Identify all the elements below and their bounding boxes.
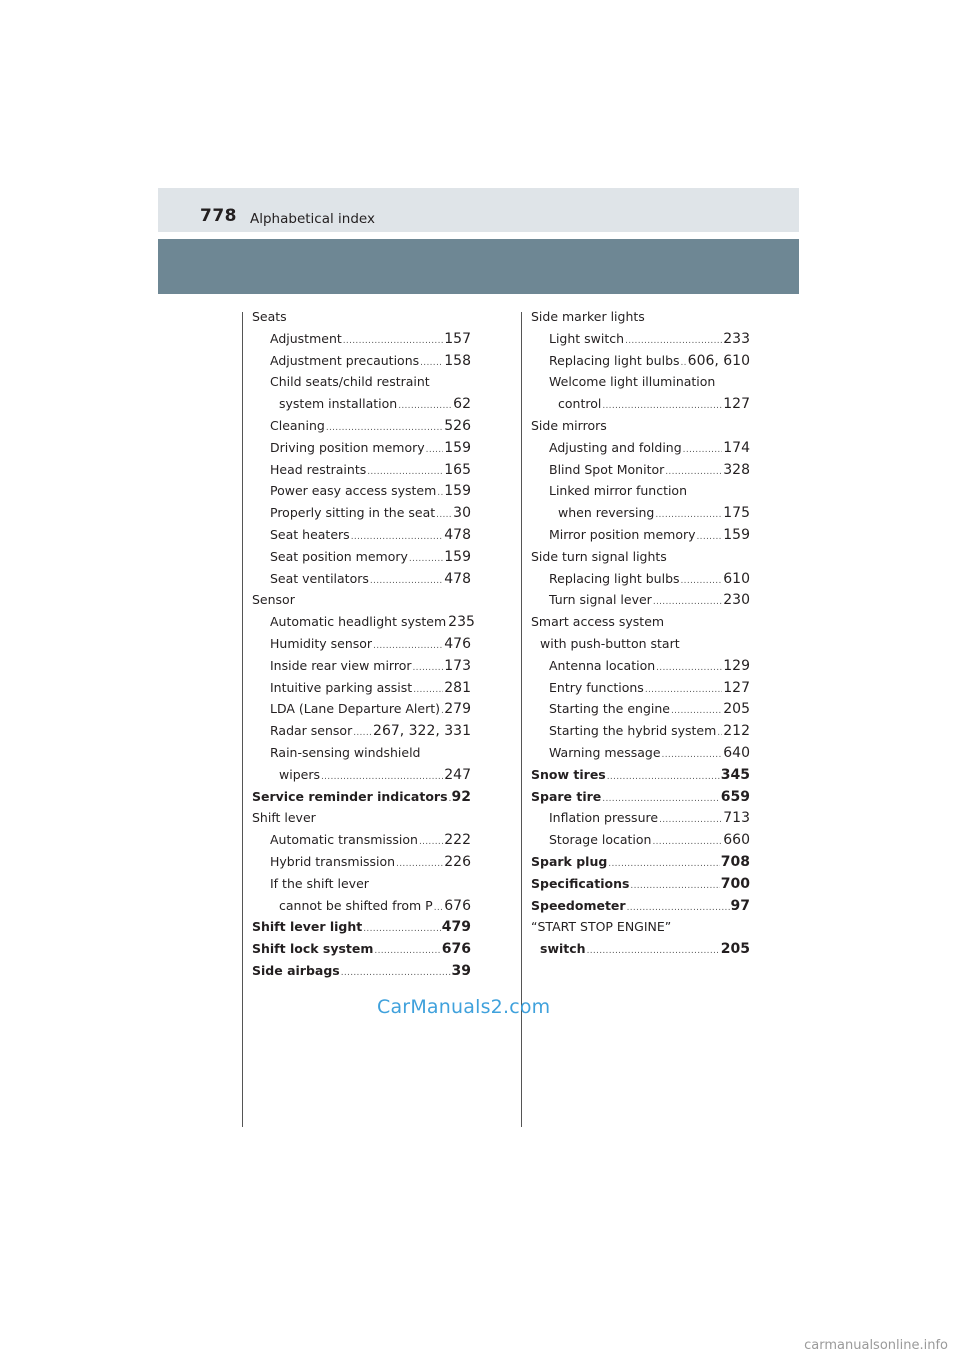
index-entry xyxy=(252,480,471,502)
index-entry-label: Snow tires xyxy=(531,766,606,782)
dot-leader xyxy=(363,919,441,941)
index-entry-page: 267, 322, 331 xyxy=(373,723,471,740)
index-entry xyxy=(531,589,750,611)
index-entry xyxy=(252,306,471,328)
index-entry-label: cannot be shifted from P xyxy=(279,897,433,913)
index-entry-label: Side marker lights xyxy=(531,309,645,324)
index-entry-page: 235 xyxy=(448,614,475,631)
index-entry-label: control xyxy=(558,396,602,412)
index-entry xyxy=(531,568,750,590)
index-entry-label: If the shift lever xyxy=(270,875,369,891)
index-entry-page: 700 xyxy=(720,875,750,892)
dot-leader xyxy=(370,571,443,593)
index-entry-label: Sensor xyxy=(252,592,295,608)
index-entry-page: 127 xyxy=(723,679,750,696)
index-entry-label: Antenna location xyxy=(549,657,656,673)
dot-leader xyxy=(630,876,719,898)
index-entry-page: 230 xyxy=(723,592,750,609)
index-entry-page: 479 xyxy=(441,919,471,936)
index-entry-label: Seat position memory xyxy=(270,548,408,564)
index-entry-label: Mirror position memory xyxy=(549,526,696,542)
index-entry xyxy=(531,524,750,546)
index-column-left xyxy=(252,306,475,982)
dot-leader xyxy=(413,658,444,680)
index-entry-label: Smart access system xyxy=(531,614,665,630)
index-entry-label: Adjusting and folding xyxy=(549,439,682,455)
index-entry xyxy=(531,720,750,742)
index-entry xyxy=(531,851,750,873)
index-entry-page: 158 xyxy=(444,352,471,369)
index-entry xyxy=(531,873,750,895)
index-entry xyxy=(531,677,750,699)
index-entry xyxy=(252,524,471,546)
index-entry xyxy=(252,546,471,568)
index-entry-page: 526 xyxy=(444,417,471,434)
index-entry-label: Side turn signal lights xyxy=(531,548,667,564)
index-entry-label: Speedometer xyxy=(531,897,626,913)
index-entry-page: 129 xyxy=(723,657,750,674)
index-entry-label: Welcome light illumination xyxy=(549,374,716,390)
dot-leader xyxy=(652,832,722,854)
index-entry-label: Turn signal lever xyxy=(549,592,652,608)
dot-leader xyxy=(683,440,723,462)
index-entry xyxy=(531,764,750,786)
header-bar xyxy=(158,239,799,294)
index-entry-page: 659 xyxy=(720,788,750,805)
dot-leader xyxy=(697,527,723,549)
index-entry-page: 606, 610 xyxy=(687,352,750,369)
dot-leader xyxy=(587,941,720,963)
dot-leader xyxy=(341,963,451,985)
index-entry-label: with push-button start xyxy=(540,635,680,651)
index-entry-label: Starting the hybrid system xyxy=(549,723,717,739)
index-entry-label: Seat ventilators xyxy=(270,570,369,586)
dot-leader xyxy=(396,854,443,876)
index-entry-page: 159 xyxy=(444,439,471,456)
index-entry xyxy=(252,677,471,699)
dot-leader xyxy=(398,396,452,418)
index-entry-page: 281 xyxy=(444,679,471,696)
index-entry-page: 205 xyxy=(723,701,750,718)
dot-leader xyxy=(409,549,443,571)
index-entry xyxy=(252,698,471,720)
index-entry-page: 174 xyxy=(723,439,750,456)
index-entry-label: Adjustment precautions xyxy=(270,352,420,368)
dot-leader xyxy=(717,723,722,745)
section-title: Alphabetical index xyxy=(250,211,375,227)
index-entry xyxy=(252,851,471,873)
index-entry-page: 205 xyxy=(720,941,750,958)
dot-leader xyxy=(659,810,722,832)
index-entry xyxy=(252,764,471,786)
index-entry-label: Linked mirror function xyxy=(549,483,688,499)
index-entry xyxy=(252,742,471,764)
dot-leader xyxy=(607,767,720,789)
index-entry-page: 159 xyxy=(444,548,471,565)
index-entry xyxy=(252,633,471,655)
index-entry xyxy=(531,698,750,720)
dot-leader xyxy=(656,658,722,680)
index-entry-label: Spark plug xyxy=(531,853,608,869)
index-entry-page: 127 xyxy=(723,396,750,413)
index-entry xyxy=(531,895,750,917)
index-entry-label: Intuitive parking assist xyxy=(270,679,413,695)
index-entry-label: Blind Spot Monitor xyxy=(549,461,665,477)
index-entry xyxy=(531,415,750,437)
index-entry-label: Storage location xyxy=(549,832,652,848)
index-entry-label: Automatic headlight system xyxy=(270,614,447,630)
index-entry-page: 212 xyxy=(723,723,750,740)
index-entry xyxy=(252,393,471,415)
index-entry xyxy=(531,611,750,633)
index-entry-label: Shift lock system xyxy=(252,941,374,957)
dot-leader xyxy=(434,898,444,920)
index-entry-page: 233 xyxy=(723,330,750,347)
dot-leader xyxy=(436,505,452,527)
index-entry xyxy=(252,459,471,481)
index-entry xyxy=(252,786,471,808)
index-entry xyxy=(252,960,471,982)
index-entry xyxy=(531,459,750,481)
index-entry xyxy=(252,328,471,350)
index-entry-label: Properly sitting in the seat xyxy=(270,505,436,521)
dot-leader xyxy=(681,571,723,593)
index-entry-label: system installation xyxy=(279,396,398,412)
page-number: 778 xyxy=(200,206,237,226)
index-entry xyxy=(252,829,471,851)
index-entry-label: Child seats/child restraint xyxy=(270,374,430,390)
index-entry-page: 159 xyxy=(444,483,471,500)
footer-watermark[interactable]: carmanualsonline.info xyxy=(804,1338,948,1353)
left-column-rule xyxy=(242,312,243,1127)
index-entry-page: 39 xyxy=(451,962,471,979)
index-entry xyxy=(531,546,750,568)
index-entry-label: Cleaning xyxy=(270,417,325,433)
dot-leader xyxy=(419,832,443,854)
index-entry xyxy=(252,589,471,611)
index-entry-page: 708 xyxy=(720,853,750,870)
index-entry-page: 226 xyxy=(444,853,471,870)
index-entry-label: switch xyxy=(540,941,586,957)
index-entry xyxy=(531,306,750,328)
index-entry-page: 640 xyxy=(723,744,750,761)
index-column-right xyxy=(531,306,750,960)
index-entry-page: 159 xyxy=(723,526,750,543)
index-entry xyxy=(252,502,471,524)
index-entry xyxy=(252,611,475,633)
dot-leader xyxy=(602,396,722,418)
index-entry xyxy=(252,371,471,393)
index-entry-page: 30 xyxy=(453,505,471,522)
index-entry xyxy=(252,938,471,960)
index-entry-page: 157 xyxy=(444,330,471,347)
index-entry xyxy=(531,829,750,851)
index-entry xyxy=(531,916,750,938)
index-entry-page: 478 xyxy=(444,526,471,543)
index-entry-label: when reversing xyxy=(558,505,655,521)
index-entry-page: 478 xyxy=(444,570,471,587)
index-entry xyxy=(252,807,471,829)
index-entry-label: Warning message xyxy=(549,744,661,760)
index-entry-page: 173 xyxy=(444,657,471,674)
index-entry-page: 165 xyxy=(444,461,471,478)
index-entry-label: Inside rear view mirror xyxy=(270,657,412,673)
dot-leader xyxy=(374,941,440,963)
index-entry-page: 676 xyxy=(441,941,471,958)
index-entry xyxy=(531,633,750,655)
index-entry xyxy=(531,786,750,808)
index-entry xyxy=(531,328,750,350)
index-entry-label: Seats xyxy=(252,309,287,324)
index-entry-label: Shift lever light xyxy=(252,919,363,935)
index-entry xyxy=(252,720,471,742)
index-entry xyxy=(531,371,750,393)
index-entry xyxy=(531,938,750,960)
index-entry-page: 62 xyxy=(453,396,471,413)
index-entry-page: 713 xyxy=(723,810,750,827)
index-entry xyxy=(531,480,750,502)
index-entry-page: 97 xyxy=(730,897,750,914)
index-entry xyxy=(531,437,750,459)
index-entry-label: Spare tire xyxy=(531,788,602,804)
index-entry xyxy=(531,655,750,677)
index-entry xyxy=(531,393,750,415)
index-entry-label: Side mirrors xyxy=(531,417,607,433)
index-entry-page: 660 xyxy=(723,832,750,849)
index-entry xyxy=(252,415,471,437)
index-entry-label: Inflation pressure xyxy=(549,810,659,826)
index-entry xyxy=(531,742,750,764)
index-entry-label: Radar sensor xyxy=(270,723,353,739)
index-entry xyxy=(252,568,471,590)
index-entry-label: Replacing light bulbs xyxy=(549,570,680,586)
index-entry-page: 92 xyxy=(451,788,471,805)
index-entry-label: Head restraints xyxy=(270,461,367,477)
dot-leader xyxy=(437,483,443,505)
index-entry xyxy=(531,350,750,372)
index-entry xyxy=(252,895,471,917)
dot-leader xyxy=(662,745,723,767)
watermark-logo[interactable]: CarManuals2.com xyxy=(377,996,551,1018)
index-entry-label: LDA (Lane Departure Alert) xyxy=(270,701,441,717)
dot-leader xyxy=(449,789,451,811)
index-entry-label: wipers xyxy=(279,766,320,782)
index-entry-label: Driving position memory xyxy=(270,439,425,455)
index-entry xyxy=(252,437,471,459)
index-entry-label: Service reminder indicators xyxy=(252,788,448,804)
index-entry-label: Adjustment xyxy=(270,330,342,346)
index-entry-label: Light switch xyxy=(549,330,625,346)
index-entry-page: 476 xyxy=(444,635,471,652)
index-entry-label: Side airbags xyxy=(252,962,340,978)
index-entry-label: Replacing light bulbs xyxy=(549,352,680,368)
index-entry-label: Entry functions xyxy=(549,679,644,695)
index-entry-page: 345 xyxy=(720,766,750,783)
index-entry-label: Specifications xyxy=(531,875,630,891)
index-entry-label: Hybrid transmission xyxy=(270,853,396,869)
index-entry-label: Starting the engine xyxy=(549,701,670,717)
index-entry-label: Humidity sensor xyxy=(270,635,373,651)
index-entry-label: Seat heaters xyxy=(270,526,350,542)
index-entry xyxy=(531,807,750,829)
index-entry xyxy=(252,873,471,895)
index-entry xyxy=(252,655,471,677)
index-entry-label: Power easy access system xyxy=(270,483,437,499)
index-entry xyxy=(531,502,750,524)
index-entry-page: 247 xyxy=(444,766,471,783)
index-entry-page: 328 xyxy=(723,461,750,478)
index-entry-page: 175 xyxy=(723,505,750,522)
index-entry xyxy=(252,916,471,938)
dot-leader xyxy=(426,440,444,462)
index-entry-page: 676 xyxy=(444,897,471,914)
index-entry-label: “START STOP ENGINE” xyxy=(531,919,672,935)
index-entry-page: 610 xyxy=(723,570,750,587)
index-entry xyxy=(252,350,471,372)
index-entry-label: Automatic transmission xyxy=(270,832,418,848)
index-entry-label: Shift lever xyxy=(252,810,316,826)
index-entry-label: Rain-sensing windshield xyxy=(270,744,421,760)
index-entry-page: 222 xyxy=(444,832,471,849)
dot-leader xyxy=(441,701,443,723)
index-entry-page: 279 xyxy=(444,701,471,718)
